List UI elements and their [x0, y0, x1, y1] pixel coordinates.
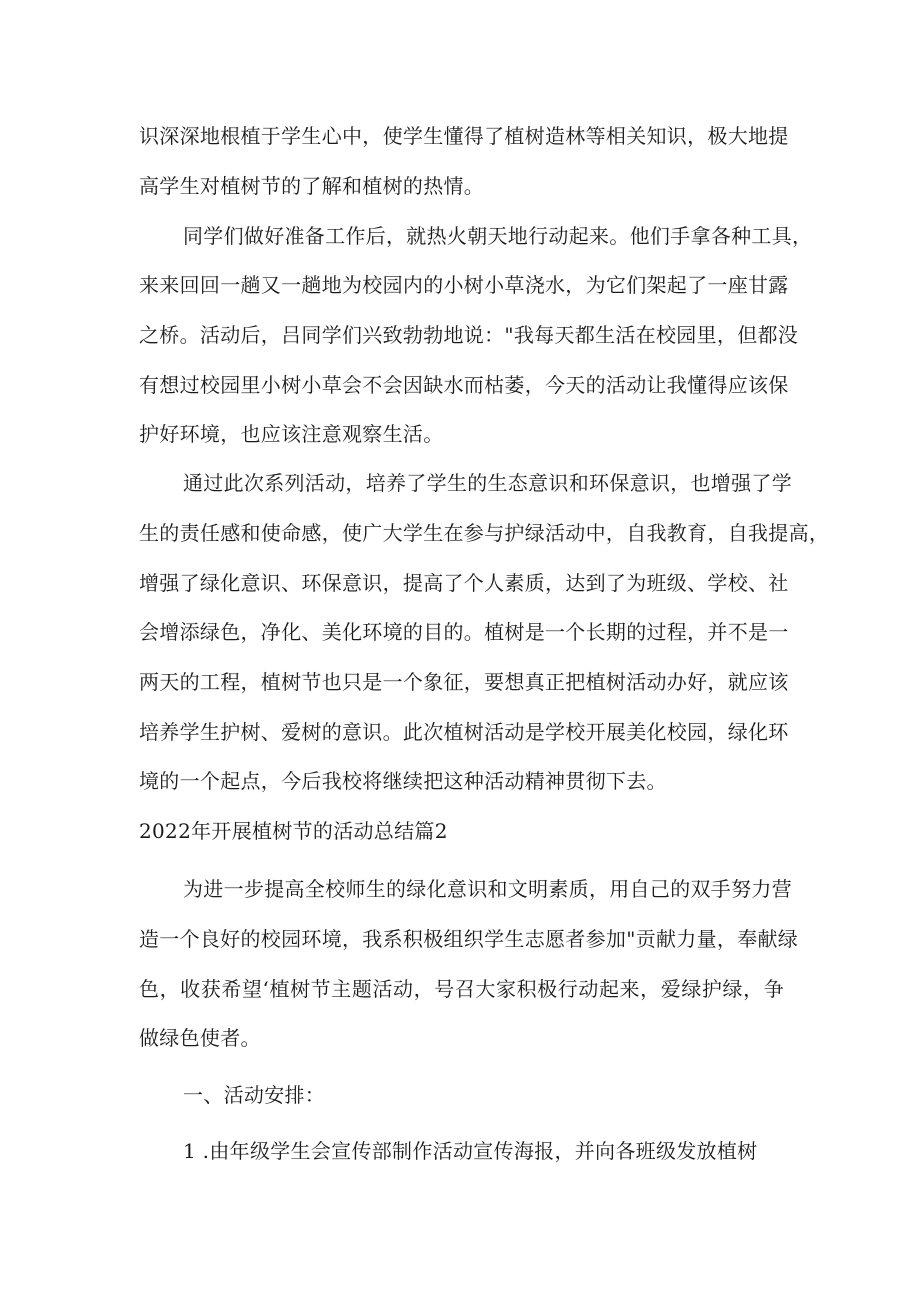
- paragraph-3-line-4: 会增添绿色，净化、美化环境的目的。植树是一个长期的过程，并不是一: [139, 620, 789, 644]
- paragraph-4-line-1: 为进一步提高全校师生的绿化意识和文明素质，用自己的双手努力营: [183, 877, 792, 901]
- list-item-1: 1 .由年级学生会宣传部制作活动宣传海报，并向各班级发放植树: [183, 1139, 758, 1163]
- paragraph-3-line-1: 通过此次系列活动，培养了学生的生态意识和环保意识，也增强了学: [183, 471, 792, 495]
- paragraph-3-line-2: 生的责任感和使命感，使广大学生在参与护绿活动中，自我教育，自我提高，: [139, 521, 830, 545]
- paragraph-1-line-1: 识深深地根植于学生心中，使学生懂得了植树造林等相关知识，极大地提: [139, 124, 789, 148]
- paragraph-3-line-3: 增强了绿化意识、环保意识，提高了个人素质，达到了为班级、学校、社: [139, 571, 789, 595]
- section-heading: 2022年开展植树节的活动总结篇2: [139, 819, 448, 843]
- paragraph-3-line-6: 培养学生护树、爱树的意识。此次植树活动是学校开展美化校园，绿化环: [139, 720, 789, 744]
- paragraph-2-line-5: 护好环境，也应该注意观察生活。: [139, 422, 444, 446]
- paragraph-4-line-4: 做绿色使者。: [139, 1026, 261, 1050]
- paragraph-2-line-1: 同学们做好准备工作后，就热火朝天地行动起来。他们手拿各种工具，: [183, 224, 813, 248]
- paragraph-2-line-4: 有想过校园里小树小草会不会因缺水而枯萎，今天的活动让我懂得应该保: [139, 373, 789, 397]
- paragraph-2-line-3: 之桥。活动后，吕同学们兴致勃勃地说："我每天都生活在校园里，但都没: [139, 323, 799, 347]
- paragraph-4-line-2: 造一个良好的校园环境，我系积极组织学生志愿者参加"贡献力量，奉献绿: [139, 927, 799, 951]
- paragraph-2-line-2: 来来回回一趟又一趟地为校园内的小树小草浇水，为它们架起了一座甘露: [139, 273, 789, 297]
- subheading-activity-arrangement: 一、活动安排：: [183, 1083, 326, 1107]
- paragraph-1-line-2: 高学生对植树节的了解和植树的热情。: [139, 174, 485, 198]
- paragraph-4-line-3: 色，收获希望‘植树节主题活动，号召大家积极行动起来，爱绿护绿，争: [139, 977, 784, 1001]
- paragraph-3-line-7: 境的一个起点，今后我校将继续把这种活动精神贯彻下去。: [139, 769, 667, 793]
- paragraph-3-line-5: 两天的工程，植树节也只是一个象征，要想真正把植树活动办好，就应该: [139, 670, 789, 694]
